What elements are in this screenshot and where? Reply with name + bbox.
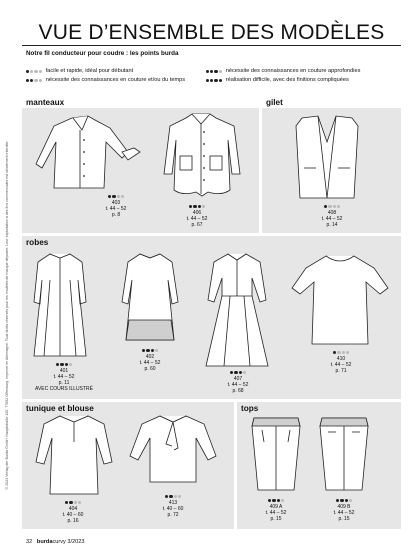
filled-dot-icon [214, 79, 217, 82]
dress-407-illustration [200, 250, 275, 370]
tunic-404-illustration [34, 412, 114, 498]
filled-dot-icon [112, 195, 115, 198]
legend-text: nécessite des connaissances en couture et/ou du temps [45, 77, 186, 83]
filled-dot-icon [193, 205, 196, 208]
item-sizes: t. 44 – 52 [139, 360, 161, 366]
item-note: AVEC COURS ILLUSTRÉ [35, 386, 93, 392]
empty-dot-icon [219, 70, 222, 73]
brand-name: burda [36, 539, 53, 545]
item-sizes: t. 44 – 52 [321, 216, 343, 222]
coat-406-illustration [152, 112, 252, 198]
filled-dot-icon [108, 195, 111, 198]
section-title-gilet: gilet [266, 98, 283, 107]
item-number: 406 [192, 210, 202, 216]
difficulty-dots-icon [324, 205, 340, 208]
filled-dot-icon [198, 205, 201, 208]
filled-dot-icon [268, 499, 271, 502]
filled-dot-icon [60, 363, 63, 366]
item-number: 409 A [269, 504, 283, 510]
filled-dot-icon [210, 79, 213, 82]
item-page: p. 16 [67, 518, 79, 524]
caption-408 [307, 204, 357, 228]
item-sizes: t. 44 – 52 [333, 510, 355, 516]
copyright-sidebar [2, 95, 12, 535]
empty-dot-icon [78, 501, 81, 504]
difficulty-dots-icon [206, 70, 222, 73]
filled-dot-icon [169, 495, 172, 498]
section-title-tunique: tunique et blouse [26, 404, 94, 413]
empty-dot-icon [349, 499, 352, 502]
section-title-tops: tops [241, 404, 259, 413]
empty-dot-icon [30, 70, 33, 73]
empty-dot-icon [34, 79, 37, 82]
difficulty-dots-icon [230, 371, 246, 374]
caption-407 [213, 370, 263, 394]
filled-dot-icon [336, 499, 339, 502]
empty-dot-icon [39, 79, 42, 82]
filled-dot-icon [333, 351, 336, 354]
caption-402 [125, 348, 175, 372]
empty-dot-icon [342, 351, 345, 354]
section-title-robes: robes [26, 238, 49, 247]
legend-row-2 [26, 76, 185, 85]
empty-dot-icon [202, 205, 205, 208]
item-number: 403 [111, 200, 121, 206]
item-sizes: t. 40 – 60 [162, 506, 184, 512]
empty-dot-icon [337, 205, 340, 208]
caption-409b [319, 498, 369, 522]
legend-text: réalisation difficile, avec des finitions compliquées [225, 77, 349, 83]
item-sizes: t. 44 – 52 [330, 362, 352, 368]
item-page: p. 68 [232, 388, 244, 394]
difficulty-dots-icon [26, 70, 42, 73]
item-number: 410 [336, 356, 346, 362]
item-sizes: t. 44 – 52 [265, 510, 287, 516]
legend-row-4 [206, 76, 360, 85]
filled-dot-icon [324, 205, 327, 208]
empty-dot-icon [346, 351, 349, 354]
item-page: p. 72 [167, 512, 179, 518]
dress-402-illustration [116, 250, 184, 342]
page-footer [26, 539, 85, 545]
page-subtitle: Notre fil conducteur pour coudre : les points burda [26, 50, 179, 57]
empty-dot-icon [155, 349, 158, 352]
filled-dot-icon [69, 501, 72, 504]
difficulty-dots-icon [142, 349, 158, 352]
filled-dot-icon [206, 79, 209, 82]
item-sizes: t. 44 – 52 [53, 374, 75, 380]
empty-dot-icon [333, 205, 336, 208]
caption-410 [316, 350, 366, 374]
caption-406 [172, 204, 222, 228]
filled-dot-icon [151, 349, 154, 352]
item-sizes: t. 44 – 52 [105, 206, 127, 212]
skirt-409b-illustration [316, 414, 372, 494]
filled-dot-icon [230, 371, 233, 374]
filled-dot-icon [345, 499, 348, 502]
dress-401-illustration [30, 250, 90, 360]
empty-dot-icon [174, 495, 177, 498]
skirt-409a-illustration [248, 414, 304, 494]
issue-number: 3/2023 [67, 539, 85, 545]
filled-dot-icon [146, 349, 149, 352]
item-page: p. 14 [326, 222, 338, 228]
legend-text: nécessite des connaissances en couture approfondies [225, 68, 361, 74]
item-page: p. 15 [338, 516, 350, 522]
empty-dot-icon [243, 371, 246, 374]
filled-dot-icon [214, 70, 217, 73]
gilet-408-illustration [282, 112, 372, 202]
section-title-manteaux: manteaux [26, 98, 65, 107]
item-number: 401 [59, 368, 69, 374]
filled-dot-icon [239, 371, 242, 374]
caption-401 [28, 362, 100, 392]
filled-dot-icon [26, 79, 29, 82]
legend-row-3 [206, 67, 360, 76]
page-title: VUE D’ENSEMBLE DES MODÈLES [38, 21, 385, 44]
filled-dot-icon [206, 70, 209, 73]
item-page: p. 8 [111, 212, 121, 218]
empty-dot-icon [39, 70, 42, 73]
empty-dot-icon [337, 351, 340, 354]
empty-dot-icon [117, 195, 120, 198]
difficulty-dots-icon [336, 499, 352, 502]
empty-dot-icon [69, 363, 72, 366]
filled-dot-icon [210, 70, 213, 73]
dress-410-illustration [288, 250, 392, 350]
empty-dot-icon [121, 195, 124, 198]
difficulty-dots-icon [189, 205, 205, 208]
empty-dot-icon [74, 501, 77, 504]
difficulty-dots-icon [206, 79, 222, 82]
item-number: 413 [168, 500, 178, 506]
copyright-text: © 2023 Verlag der Burda GmbH, Hauptstraße 130, 77652 Offenburg. Imprimé en Allemagne. Tous droits réservés pour les modèles de marque déposée. Leur exploitation à des fins commerciales est strictement interdite. [5, 140, 9, 490]
brand-suffix: curvy [52, 539, 66, 545]
title-rule [22, 45, 401, 46]
caption-404 [48, 500, 98, 524]
legend-text: facile et rapide, idéal pour débutant [45, 68, 134, 74]
item-page: p. 67 [191, 222, 203, 228]
filled-dot-icon [65, 501, 68, 504]
difficulty-dots-icon [108, 195, 124, 198]
difficulty-dots-icon [333, 351, 349, 354]
filled-dot-icon [272, 499, 275, 502]
filled-dot-icon [219, 79, 222, 82]
filled-dot-icon [165, 495, 168, 498]
filled-dot-icon [142, 349, 145, 352]
coat-403-illustration [32, 112, 147, 192]
item-number: 404 [68, 506, 78, 512]
filled-dot-icon [340, 499, 343, 502]
empty-dot-icon [178, 495, 181, 498]
difficulty-dots-icon [268, 499, 284, 502]
filled-dot-icon [189, 205, 192, 208]
filled-dot-icon [65, 363, 68, 366]
empty-dot-icon [281, 499, 284, 502]
filled-dot-icon [26, 70, 29, 73]
page-number: 32 [26, 539, 33, 545]
item-page: p. 60 [144, 366, 156, 372]
empty-dot-icon [328, 205, 331, 208]
item-page: p. 11 [58, 380, 70, 386]
caption-413 [148, 494, 198, 518]
item-number: 408 [327, 210, 337, 216]
legend-row-1 [26, 67, 185, 76]
blouse-413-illustration [128, 412, 218, 492]
legend-right [206, 67, 360, 85]
difficulty-dots-icon [26, 79, 42, 82]
caption-409a [251, 498, 301, 522]
difficulty-dots-icon [165, 495, 181, 498]
empty-dot-icon [34, 70, 37, 73]
difficulty-dots-icon [56, 363, 72, 366]
item-sizes: t. 44 – 52 [227, 382, 249, 388]
difficulty-dots-icon [65, 501, 81, 504]
caption-403 [91, 194, 141, 218]
item-number: 402 [145, 354, 155, 360]
item-number: 409 B [337, 504, 351, 510]
item-sizes: t. 44 – 52 [186, 216, 208, 222]
filled-dot-icon [277, 499, 280, 502]
filled-dot-icon [30, 79, 33, 82]
filled-dot-icon [234, 371, 237, 374]
item-page: p. 71 [335, 368, 347, 374]
item-page: p. 15 [270, 516, 282, 522]
legend-left [26, 67, 185, 85]
filled-dot-icon [56, 363, 59, 366]
item-number: 407 [233, 376, 243, 382]
item-sizes: t. 40 – 60 [62, 512, 84, 518]
